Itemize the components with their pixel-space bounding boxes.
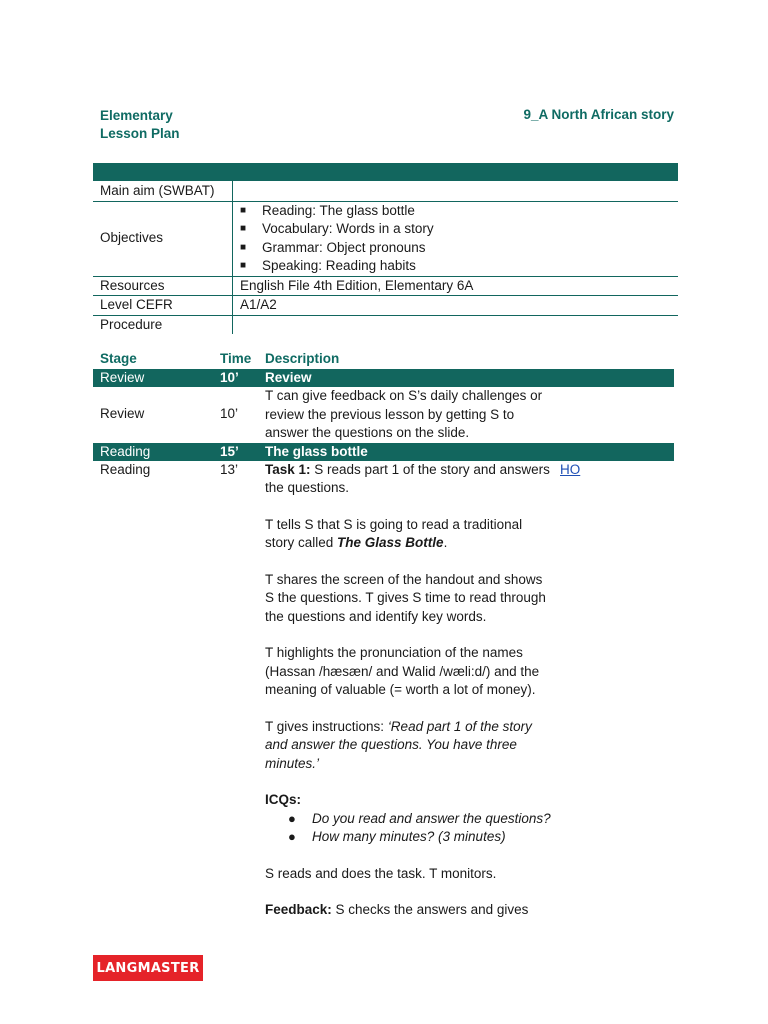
resources-value: English File 4th Edition, Elementary 6A bbox=[240, 277, 474, 293]
procedure-label: Procedure bbox=[93, 315, 233, 334]
stage-name: Review bbox=[100, 406, 145, 421]
feedback-label: Feedback: bbox=[265, 902, 332, 917]
paragraph-text: . bbox=[443, 535, 448, 550]
table-row bbox=[93, 387, 674, 443]
list-item: ■ Speaking: Reading habits bbox=[240, 257, 671, 276]
stage-band-review bbox=[93, 369, 674, 387]
document-header-left bbox=[100, 107, 180, 143]
stage-band-reading bbox=[93, 443, 674, 461]
feedback-paragraph bbox=[265, 901, 555, 920]
story-intro-paragraph bbox=[265, 516, 555, 553]
level-cefr-value: A1/A2 bbox=[240, 297, 277, 312]
doc-type-label: Lesson Plan bbox=[100, 126, 180, 141]
table-header-bar bbox=[93, 163, 678, 181]
stage-title: Review bbox=[265, 370, 312, 385]
task-text: S reads part 1 of the story and answers the questions. bbox=[265, 461, 550, 495]
list-item: ■ Grammar: Object pronouns bbox=[240, 239, 671, 258]
table-row bbox=[93, 181, 678, 201]
lesson-meta-table bbox=[93, 181, 678, 334]
stage-time: 10’ bbox=[220, 370, 239, 385]
resources-label: Resources bbox=[93, 276, 233, 296]
table-row bbox=[93, 461, 674, 920]
stage-time: 15’ bbox=[220, 443, 239, 459]
task1-paragraph bbox=[265, 461, 555, 498]
stage-time: 13’ bbox=[220, 461, 239, 477]
time-column-header: Time bbox=[220, 351, 252, 366]
stage-time: 10’ bbox=[220, 406, 239, 421]
procedure-value bbox=[233, 315, 679, 334]
langmaster-logo: LANGMASTER bbox=[93, 955, 203, 981]
stage-name: Reading bbox=[100, 461, 151, 477]
list-item: ■ Reading: The glass bottle bbox=[240, 202, 671, 221]
table-row bbox=[93, 276, 678, 296]
stage-title: The glass bottle bbox=[265, 443, 368, 459]
stage-name: Reading bbox=[100, 443, 151, 459]
list-item: ● Do you read and answer the questions? bbox=[288, 810, 555, 829]
objectives-list bbox=[240, 202, 671, 276]
list-item: ■ Vocabulary: Words in a story bbox=[240, 220, 671, 239]
stage-column-header: Stage bbox=[100, 351, 137, 366]
paragraph-text: T gives instructions: bbox=[265, 718, 388, 734]
paragraph-text: T tells S that S is going to read a traditional story called bbox=[265, 516, 523, 550]
stage-name: Review bbox=[100, 370, 145, 385]
table-row bbox=[93, 201, 678, 276]
objectives-label: Objectives bbox=[93, 201, 233, 276]
stage-description: T can give feedback on S’s daily challenges or review the previous lesson by getting S to answer the questions on the slide. bbox=[265, 388, 543, 440]
procedure-table bbox=[93, 350, 674, 920]
handout-link[interactable]: HO bbox=[560, 461, 581, 477]
table-row bbox=[93, 296, 678, 316]
main-aim-label: Main aim (SWBAT) bbox=[93, 181, 233, 201]
monitor-paragraph: S reads and does the task. T monitors. bbox=[265, 865, 497, 881]
objectives-cell bbox=[233, 201, 679, 276]
handout-paragraph: T shares the screen of the handout and shows S the questions. T gives S time to read through the questions and identify key words. bbox=[265, 571, 546, 624]
story-title: The Glass Bottle bbox=[337, 535, 444, 550]
description-column-header: Description bbox=[265, 351, 340, 366]
table-row bbox=[93, 315, 678, 334]
instruction-quote: ‘Read part 1 of the story and answer the questions. You have three minutes.’ bbox=[265, 718, 532, 771]
task-label: Task 1: bbox=[265, 461, 311, 477]
level-label: Elementary bbox=[100, 108, 173, 123]
instructions-paragraph bbox=[265, 718, 555, 774]
icq-label: ICQs: bbox=[265, 792, 302, 807]
level-cefr-label: Level CEFR bbox=[93, 296, 233, 316]
icq-list bbox=[265, 810, 555, 847]
stage-description bbox=[265, 461, 555, 920]
main-aim-value bbox=[233, 181, 679, 201]
pronunciation-paragraph: T highlights the pronunciation of the names (Hassan /hæsæn/ and Walid /wæli:d/) and the meaning of valuable (= worth a lot of money). bbox=[265, 645, 540, 697]
lesson-title: 9_A North African story bbox=[523, 107, 674, 122]
list-item: ● How many minutes? (3 minutes) bbox=[288, 828, 555, 847]
procedure-header-row bbox=[93, 350, 674, 369]
feedback-text: S checks the answers and gives bbox=[331, 902, 529, 917]
